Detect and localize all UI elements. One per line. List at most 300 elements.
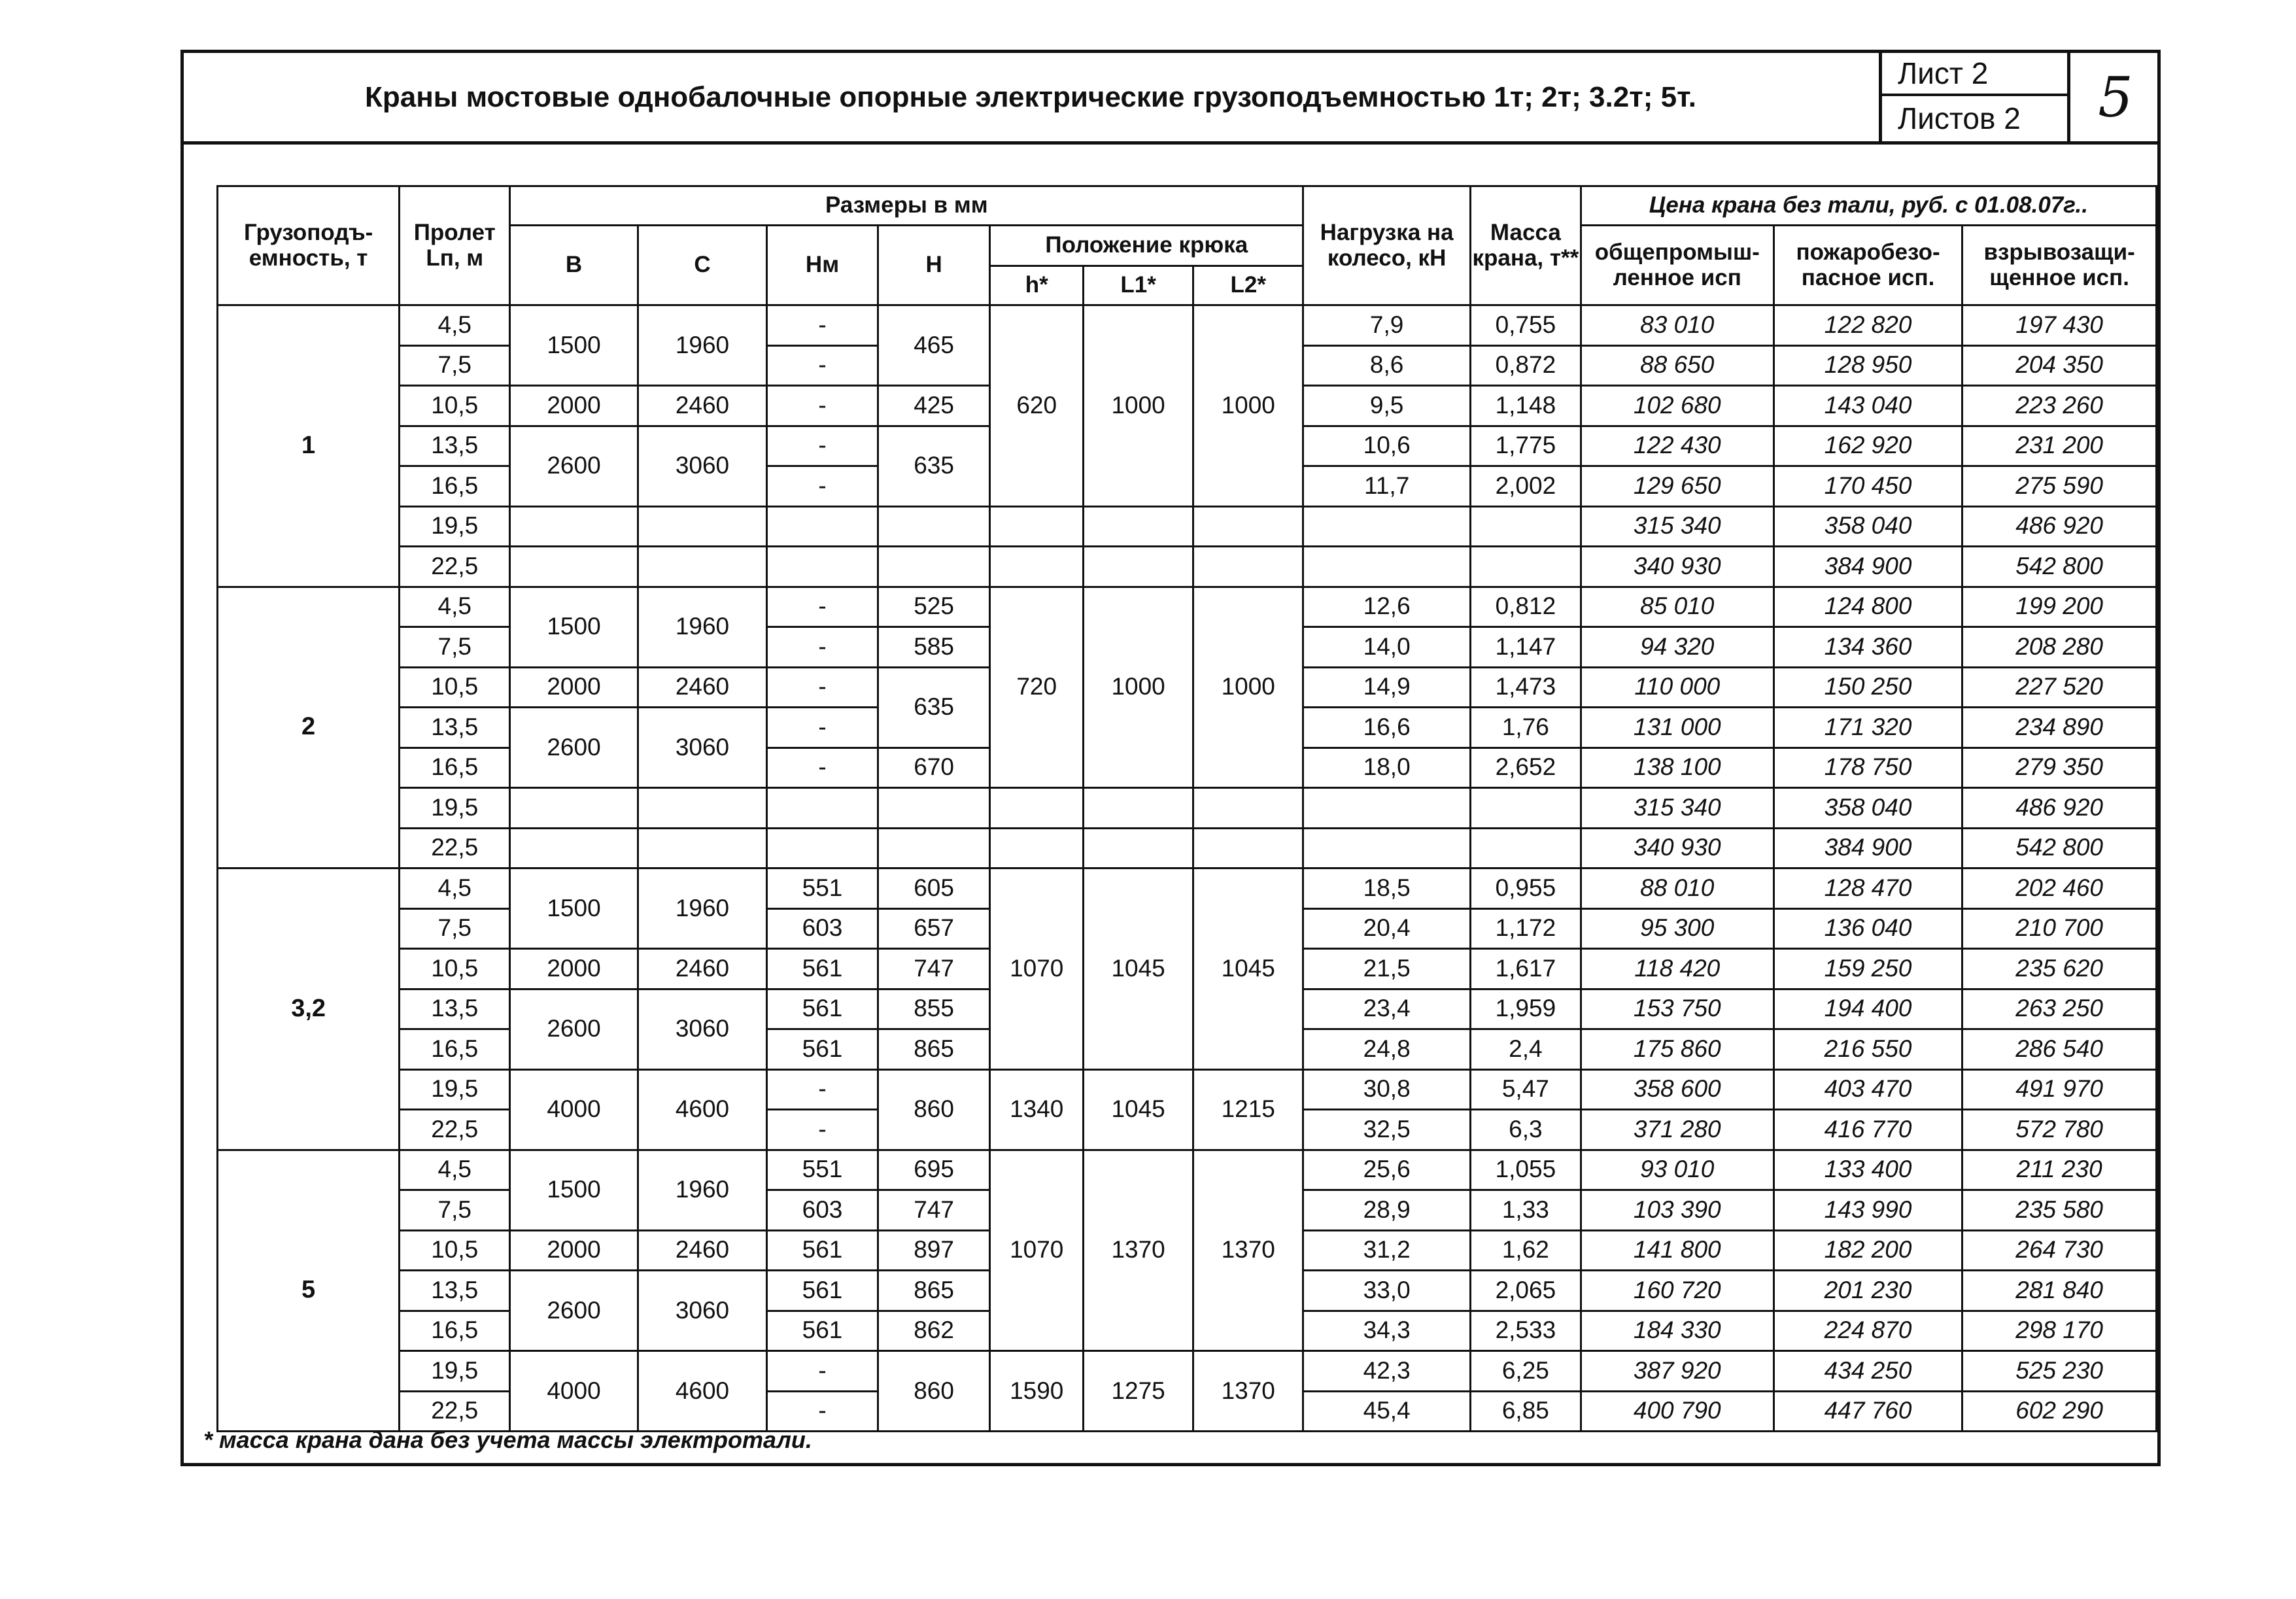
- wheel-load-cell: 18,0: [1303, 748, 1471, 788]
- price-explosion-cell: 234 890: [1962, 708, 2157, 748]
- span-cell: 19,5: [400, 1069, 510, 1110]
- hook-h-cell: [990, 828, 1084, 868]
- crane-price-table: [216, 185, 2157, 1432]
- mass-cell: 6,25: [1471, 1351, 1581, 1392]
- wheel-load-cell: 12,6: [1303, 587, 1471, 627]
- header-c: C: [638, 226, 766, 305]
- hook-h-cell: [990, 547, 1084, 587]
- sheet-number: Лист 2: [1882, 53, 2067, 96]
- header-price-explosion: взрывозащи-щенное исп.: [1962, 226, 2157, 305]
- span-cell: 13,5: [400, 989, 510, 1029]
- mass-cell: [1471, 547, 1581, 587]
- dim-hm-cell: 603: [767, 1190, 878, 1231]
- mass-cell: 1,148: [1471, 386, 1581, 426]
- span-cell: 22,5: [400, 828, 510, 868]
- hook-l2-cell: 1370: [1193, 1351, 1303, 1432]
- price-fireproof-cell: 416 770: [1773, 1110, 1962, 1150]
- price-general-cell: 340 930: [1581, 828, 1773, 868]
- dim-b-cell: 2000: [510, 667, 638, 708]
- dim-b-cell: 2000: [510, 949, 638, 989]
- dim-h-cell: 670: [878, 748, 990, 788]
- header-l1: L1*: [1084, 266, 1193, 305]
- dim-b-cell: 2600: [510, 989, 638, 1069]
- price-explosion-cell: 298 170: [1962, 1311, 2157, 1351]
- dim-b-cell: 4000: [510, 1069, 638, 1150]
- price-general-cell: 95 300: [1581, 908, 1773, 949]
- price-fireproof-cell: 182 200: [1773, 1230, 1962, 1271]
- mass-cell: 1,055: [1471, 1150, 1581, 1190]
- mass-cell: 5,47: [1471, 1069, 1581, 1110]
- dim-hm-cell: -: [767, 466, 878, 507]
- wheel-load-cell: 14,9: [1303, 667, 1471, 708]
- dim-b-cell: 4000: [510, 1351, 638, 1432]
- price-general-cell: 85 010: [1581, 587, 1773, 627]
- dim-hm-cell: 561: [767, 989, 878, 1029]
- span-cell: 16,5: [400, 748, 510, 788]
- hook-l2-cell: [1193, 788, 1303, 829]
- dim-c-cell: [638, 506, 766, 547]
- capacity-cell: 1: [218, 305, 400, 587]
- span-cell: 19,5: [400, 506, 510, 547]
- dim-b-cell: 2600: [510, 426, 638, 506]
- dim-hm-cell: 561: [767, 1029, 878, 1070]
- span-cell: 7,5: [400, 908, 510, 949]
- price-explosion-cell: 235 620: [1962, 949, 2157, 989]
- dim-c-cell: [638, 547, 766, 587]
- price-general-cell: 358 600: [1581, 1069, 1773, 1110]
- price-general-cell: 83 010: [1581, 305, 1773, 346]
- price-explosion-cell: 486 920: [1962, 788, 2157, 829]
- table-row: [218, 1351, 2157, 1392]
- mass-cell: 1,76: [1471, 708, 1581, 748]
- mass-cell: [1471, 506, 1581, 547]
- dim-b-cell: 1500: [510, 868, 638, 949]
- table-row: [218, 1069, 2157, 1110]
- wheel-load-cell: [1303, 506, 1471, 547]
- capacity-cell: 5: [218, 1150, 400, 1432]
- mass-cell: 2,002: [1471, 466, 1581, 507]
- price-general-cell: 315 340: [1581, 788, 1773, 829]
- hook-l1-cell: 1045: [1084, 1069, 1193, 1150]
- wheel-load-cell: 16,6: [1303, 708, 1471, 748]
- dim-hm-cell: [767, 828, 878, 868]
- hook-h-cell: 1070: [990, 1150, 1084, 1351]
- span-cell: 10,5: [400, 1230, 510, 1271]
- price-general-cell: 94 320: [1581, 627, 1773, 668]
- dim-c-cell: 1960: [638, 587, 766, 667]
- dim-hm-cell: -: [767, 667, 878, 708]
- dim-h-cell: 860: [878, 1069, 990, 1150]
- dim-hm-cell: -: [767, 748, 878, 788]
- span-cell: 7,5: [400, 1190, 510, 1231]
- wheel-load-cell: 9,5: [1303, 386, 1471, 426]
- mass-cell: 1,775: [1471, 426, 1581, 466]
- wheel-load-cell: 8,6: [1303, 345, 1471, 386]
- span-cell: 16,5: [400, 466, 510, 507]
- wheel-load-cell: 10,6: [1303, 426, 1471, 466]
- header-h: H: [878, 226, 990, 305]
- span-cell: 22,5: [400, 547, 510, 587]
- dim-hm-cell: [767, 547, 878, 587]
- price-explosion-cell: 210 700: [1962, 908, 2157, 949]
- price-general-cell: 175 860: [1581, 1029, 1773, 1070]
- header-b: B: [510, 226, 638, 305]
- price-fireproof-cell: 447 760: [1773, 1391, 1962, 1432]
- page-number: 5: [2067, 53, 2161, 141]
- hook-h-cell: 620: [990, 305, 1084, 507]
- table-row: [218, 1150, 2157, 1190]
- dim-hm-cell: 551: [767, 868, 878, 909]
- dim-hm-cell: -: [767, 1351, 878, 1392]
- price-general-cell: 88 010: [1581, 868, 1773, 909]
- span-cell: 10,5: [400, 386, 510, 426]
- dim-hm-cell: 561: [767, 1230, 878, 1271]
- hook-h-cell: [990, 788, 1084, 829]
- price-explosion-cell: 223 260: [1962, 386, 2157, 426]
- mass-cell: 0,955: [1471, 868, 1581, 909]
- span-cell: 13,5: [400, 426, 510, 466]
- price-fireproof-cell: 358 040: [1773, 788, 1962, 829]
- dim-b-cell: [510, 828, 638, 868]
- price-explosion-cell: 227 520: [1962, 667, 2157, 708]
- hook-h-cell: 720: [990, 587, 1084, 788]
- price-general-cell: 103 390: [1581, 1190, 1773, 1231]
- dim-hm-cell: [767, 506, 878, 547]
- hook-l1-cell: [1084, 547, 1193, 587]
- dim-c-cell: 3060: [638, 989, 766, 1069]
- hook-l2-cell: 1370: [1193, 1150, 1303, 1351]
- dim-hm-cell: 561: [767, 1271, 878, 1311]
- dim-h-cell: 605: [878, 868, 990, 909]
- mass-cell: 1,617: [1471, 949, 1581, 989]
- header-l2: L2*: [1193, 266, 1303, 305]
- price-explosion-cell: 202 460: [1962, 868, 2157, 909]
- dim-hm-cell: -: [767, 1110, 878, 1150]
- price-explosion-cell: 211 230: [1962, 1150, 2157, 1190]
- mass-cell: 2,4: [1471, 1029, 1581, 1070]
- sheet-count: Листов 2: [1898, 101, 2021, 135]
- header-price: Цена крана без тали, руб. с 01.08.07г..: [1581, 186, 2156, 226]
- dim-h-cell: 585: [878, 627, 990, 668]
- mass-cell: 6,3: [1471, 1110, 1581, 1150]
- header-wheel-load: Нагрузка на колесо, кН: [1303, 186, 1471, 305]
- dim-b-cell: 2600: [510, 708, 638, 788]
- dim-h-cell: 747: [878, 1190, 990, 1231]
- price-fireproof-cell: 170 450: [1773, 466, 1962, 507]
- dim-c-cell: 1960: [638, 305, 766, 386]
- price-fireproof-cell: 224 870: [1773, 1311, 1962, 1351]
- price-explosion-cell: 275 590: [1962, 466, 2157, 507]
- price-explosion-cell: 197 430: [1962, 305, 2157, 346]
- price-fireproof-cell: 134 360: [1773, 627, 1962, 668]
- wheel-load-cell: 23,4: [1303, 989, 1471, 1029]
- span-cell: 7,5: [400, 345, 510, 386]
- dim-h-cell: 865: [878, 1029, 990, 1070]
- dim-h-cell: [878, 788, 990, 829]
- dim-hm-cell: 551: [767, 1150, 878, 1190]
- hook-h-cell: 1590: [990, 1351, 1084, 1432]
- price-fireproof-cell: 128 470: [1773, 868, 1962, 909]
- header-dimensions: Размеры в мм: [510, 186, 1303, 226]
- hook-l2-cell: [1193, 547, 1303, 587]
- dim-hm-cell: -: [767, 305, 878, 346]
- header-hook-position: Положение крюка: [990, 226, 1303, 266]
- dim-hm-cell: 561: [767, 949, 878, 989]
- dim-c-cell: 3060: [638, 708, 766, 788]
- dim-b-cell: [510, 788, 638, 829]
- dim-b-cell: 1500: [510, 305, 638, 386]
- hook-l2-cell: [1193, 506, 1303, 547]
- price-general-cell: 102 680: [1581, 386, 1773, 426]
- mass-cell: [1471, 828, 1581, 868]
- hook-h-cell: [990, 506, 1084, 547]
- price-general-cell: 122 430: [1581, 426, 1773, 466]
- wheel-load-cell: 30,8: [1303, 1069, 1471, 1110]
- table-row: [218, 788, 2157, 829]
- dim-hm-cell: -: [767, 1069, 878, 1110]
- span-cell: 22,5: [400, 1110, 510, 1150]
- price-general-cell: 371 280: [1581, 1110, 1773, 1150]
- wheel-load-cell: 28,9: [1303, 1190, 1471, 1231]
- wheel-load-cell: 20,4: [1303, 908, 1471, 949]
- price-explosion-cell: 199 200: [1962, 587, 2157, 627]
- price-explosion-cell: 491 970: [1962, 1069, 2157, 1110]
- price-fireproof-cell: 150 250: [1773, 667, 1962, 708]
- mass-cell: 2,065: [1471, 1271, 1581, 1311]
- mass-cell: [1471, 788, 1581, 829]
- dim-h-cell: 695: [878, 1150, 990, 1190]
- dim-h-cell: [878, 506, 990, 547]
- header-mass: Масса крана, т**: [1471, 186, 1581, 305]
- price-explosion-cell: 486 920: [1962, 506, 2157, 547]
- wheel-load-cell: 18,5: [1303, 868, 1471, 909]
- price-fireproof-cell: 133 400: [1773, 1150, 1962, 1190]
- hook-l1-cell: 1370: [1084, 1150, 1193, 1351]
- dim-hm-cell: 561: [767, 1311, 878, 1351]
- header-price-fireproof: пожаробезо-пасное исп.: [1773, 226, 1962, 305]
- capacity-cell: 2: [218, 587, 400, 868]
- span-cell: 7,5: [400, 627, 510, 668]
- dim-h-cell: 635: [878, 667, 990, 748]
- dim-b-cell: 1500: [510, 587, 638, 667]
- price-general-cell: 141 800: [1581, 1230, 1773, 1271]
- table-row: [218, 868, 2157, 909]
- dim-b-cell: [510, 547, 638, 587]
- dim-c-cell: 4600: [638, 1351, 766, 1432]
- dim-h-cell: 747: [878, 949, 990, 989]
- price-general-cell: 129 650: [1581, 466, 1773, 507]
- price-general-cell: 153 750: [1581, 989, 1773, 1029]
- price-general-cell: 138 100: [1581, 748, 1773, 788]
- dim-hm-cell: -: [767, 627, 878, 668]
- price-explosion-cell: 286 540: [1962, 1029, 2157, 1070]
- span-cell: 16,5: [400, 1311, 510, 1351]
- span-cell: 13,5: [400, 1271, 510, 1311]
- mass-cell: 2,533: [1471, 1311, 1581, 1351]
- price-fireproof-cell: 194 400: [1773, 989, 1962, 1029]
- dim-hm-cell: -: [767, 386, 878, 426]
- dim-h-cell: [878, 828, 990, 868]
- span-cell: 22,5: [400, 1391, 510, 1432]
- price-fireproof-cell: 384 900: [1773, 547, 1962, 587]
- footnote: * масса крана дана без учета массы электротали.: [203, 1426, 812, 1453]
- price-fireproof-cell: 216 550: [1773, 1029, 1962, 1070]
- price-general-cell: 387 920: [1581, 1351, 1773, 1392]
- dim-h-cell: 525: [878, 587, 990, 627]
- mass-cell: 0,872: [1471, 345, 1581, 386]
- hook-h-cell: 1070: [990, 868, 1084, 1070]
- dim-c-cell: 2460: [638, 949, 766, 989]
- price-explosion-cell: 235 580: [1962, 1190, 2157, 1231]
- dim-c-cell: [638, 828, 766, 868]
- price-explosion-cell: 542 800: [1962, 547, 2157, 587]
- wheel-load-cell: 7,9: [1303, 305, 1471, 346]
- dim-h-cell: 860: [878, 1351, 990, 1432]
- price-fireproof-cell: 136 040: [1773, 908, 1962, 949]
- dim-c-cell: 2460: [638, 667, 766, 708]
- dim-h-cell: 855: [878, 989, 990, 1029]
- span-cell: 10,5: [400, 949, 510, 989]
- wheel-load-cell: 32,5: [1303, 1110, 1471, 1150]
- dim-b-cell: 2600: [510, 1271, 638, 1351]
- price-fireproof-cell: 384 900: [1773, 828, 1962, 868]
- price-explosion-cell: 279 350: [1962, 748, 2157, 788]
- hook-l1-cell: 1045: [1084, 868, 1193, 1070]
- mass-cell: 1,473: [1471, 667, 1581, 708]
- dim-h-cell: 465: [878, 305, 990, 386]
- hook-l2-cell: 1045: [1193, 868, 1303, 1070]
- dim-c-cell: [638, 788, 766, 829]
- price-explosion-cell: 231 200: [1962, 426, 2157, 466]
- hook-l1-cell: [1084, 828, 1193, 868]
- dim-c-cell: 1960: [638, 1150, 766, 1230]
- header-hook-h: h*: [990, 266, 1084, 305]
- dim-c-cell: 4600: [638, 1069, 766, 1150]
- span-cell: 16,5: [400, 1029, 510, 1070]
- wheel-load-cell: 21,5: [1303, 949, 1471, 989]
- price-fireproof-cell: 403 470: [1773, 1069, 1962, 1110]
- wheel-load-cell: 25,6: [1303, 1150, 1471, 1190]
- price-fireproof-cell: 159 250: [1773, 949, 1962, 989]
- span-cell: 10,5: [400, 667, 510, 708]
- dim-c-cell: 3060: [638, 426, 766, 506]
- dim-hm-cell: -: [767, 1391, 878, 1432]
- header-span: Пролет Lп, м: [400, 186, 510, 305]
- dim-hm-cell: -: [767, 587, 878, 627]
- price-explosion-cell: 208 280: [1962, 627, 2157, 668]
- price-fireproof-cell: 143 990: [1773, 1190, 1962, 1231]
- hook-l1-cell: [1084, 788, 1193, 829]
- capacity-cell: 3,2: [218, 868, 400, 1150]
- wheel-load-cell: 45,4: [1303, 1391, 1471, 1432]
- header-hm: Нм: [767, 226, 878, 305]
- dim-h-cell: 657: [878, 908, 990, 949]
- header-price-general: общепромыш-ленное исп: [1581, 226, 1773, 305]
- price-general-cell: 88 650: [1581, 345, 1773, 386]
- hook-l1-cell: [1084, 506, 1193, 547]
- document-title: Краны мостовые однобалочные опорные электрические грузоподъемностью 1т; 2т; 3.2т; 5т.: [364, 80, 1697, 113]
- header-capacity: Грузоподъ-емность, т: [218, 186, 400, 305]
- price-explosion-cell: 525 230: [1962, 1351, 2157, 1392]
- dim-c-cell: 3060: [638, 1271, 766, 1351]
- price-explosion-cell: 602 290: [1962, 1391, 2157, 1432]
- dim-c-cell: 2460: [638, 1230, 766, 1271]
- wheel-load-cell: 24,8: [1303, 1029, 1471, 1070]
- hook-h-cell: 1340: [990, 1069, 1084, 1150]
- wheel-load-cell: 11,7: [1303, 466, 1471, 507]
- dim-h-cell: 865: [878, 1271, 990, 1311]
- price-fireproof-cell: 434 250: [1773, 1351, 1962, 1392]
- span-cell: 4,5: [400, 305, 510, 346]
- price-general-cell: 160 720: [1581, 1271, 1773, 1311]
- mass-cell: 1,959: [1471, 989, 1581, 1029]
- mass-cell: 1,147: [1471, 627, 1581, 668]
- price-fireproof-cell: 358 040: [1773, 506, 1962, 547]
- dim-b-cell: [510, 506, 638, 547]
- dim-h-cell: 635: [878, 426, 990, 506]
- table-row: [218, 506, 2157, 547]
- span-cell: 19,5: [400, 1351, 510, 1392]
- wheel-load-cell: 34,3: [1303, 1311, 1471, 1351]
- wheel-load-cell: 14,0: [1303, 627, 1471, 668]
- price-explosion-cell: 204 350: [1962, 345, 2157, 386]
- price-fireproof-cell: 122 820: [1773, 305, 1962, 346]
- hook-l1-cell: 1000: [1084, 587, 1193, 788]
- hook-l1-cell: 1275: [1084, 1351, 1193, 1432]
- hook-l2-cell: 1215: [1193, 1069, 1303, 1150]
- wheel-load-cell: [1303, 788, 1471, 829]
- price-explosion-cell: 263 250: [1962, 989, 2157, 1029]
- hook-l2-cell: [1193, 828, 1303, 868]
- wheel-load-cell: 31,2: [1303, 1230, 1471, 1271]
- wheel-load-cell: [1303, 547, 1471, 587]
- price-fireproof-cell: 143 040: [1773, 386, 1962, 426]
- wheel-load-cell: 42,3: [1303, 1351, 1471, 1392]
- table-row: [218, 828, 2157, 868]
- table-row: [218, 305, 2157, 346]
- dim-h-cell: 425: [878, 386, 990, 426]
- mass-cell: 1,62: [1471, 1230, 1581, 1271]
- wheel-load-cell: [1303, 828, 1471, 868]
- dim-hm-cell: -: [767, 426, 878, 466]
- price-explosion-cell: 281 840: [1962, 1271, 2157, 1311]
- span-cell: 4,5: [400, 1150, 510, 1190]
- dim-hm-cell: -: [767, 345, 878, 386]
- dim-c-cell: 2460: [638, 386, 766, 426]
- title-block: [184, 53, 2157, 145]
- price-general-cell: 93 010: [1581, 1150, 1773, 1190]
- span-cell: 19,5: [400, 788, 510, 829]
- price-explosion-cell: 542 800: [1962, 828, 2157, 868]
- hook-l1-cell: 1000: [1084, 305, 1193, 507]
- span-cell: 4,5: [400, 868, 510, 909]
- mass-cell: 6,85: [1471, 1391, 1581, 1432]
- mass-cell: 0,812: [1471, 587, 1581, 627]
- dim-h-cell: 897: [878, 1230, 990, 1271]
- price-explosion-cell: 572 780: [1962, 1110, 2157, 1150]
- dim-h-cell: 862: [878, 1311, 990, 1351]
- price-fireproof-cell: 162 920: [1773, 426, 1962, 466]
- mass-cell: 2,652: [1471, 748, 1581, 788]
- dim-c-cell: 1960: [638, 868, 766, 949]
- hook-l2-cell: 1000: [1193, 305, 1303, 507]
- table-body: [218, 305, 2157, 1432]
- price-general-cell: 110 000: [1581, 667, 1773, 708]
- price-general-cell: 315 340: [1581, 506, 1773, 547]
- span-cell: 4,5: [400, 587, 510, 627]
- span-cell: 13,5: [400, 708, 510, 748]
- price-general-cell: 400 790: [1581, 1391, 1773, 1432]
